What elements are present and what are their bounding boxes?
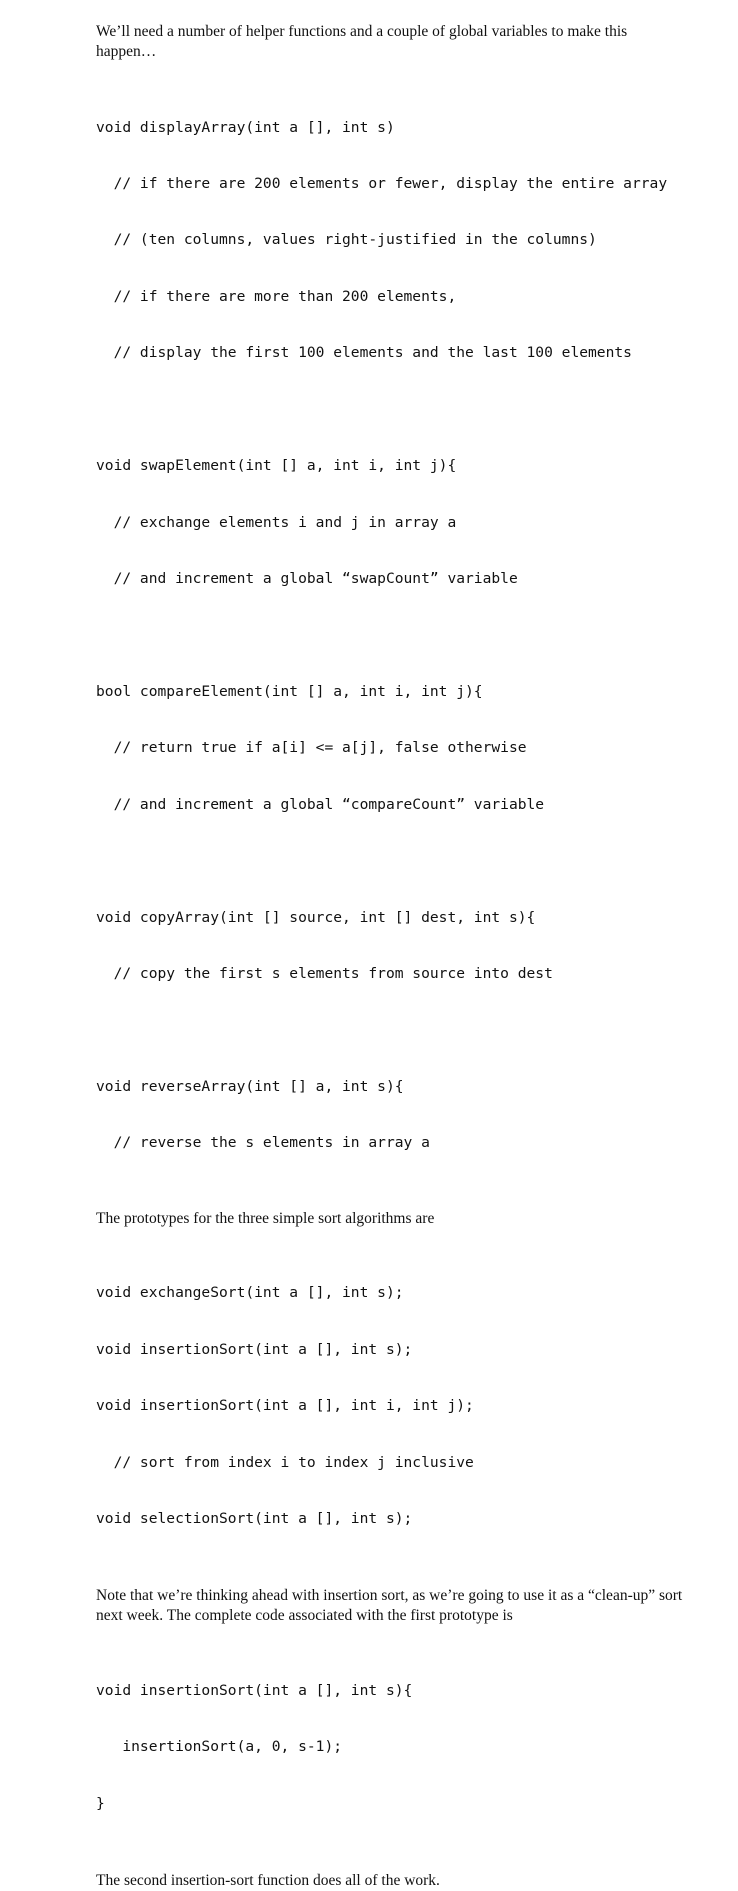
code-line: // and increment a global “swapCount” variable: [96, 569, 518, 587]
code-line: // sort from index i to index j inclusive: [96, 1453, 474, 1471]
prototypes-paragraph: The prototypes for the three simple sort algorithms are: [96, 1209, 435, 1227]
insertion-sort-code: [96, 1644, 686, 1851]
code-line: void reverseArray(int [] a, int s){: [96, 1078, 404, 1096]
compare-element-code: [96, 645, 686, 852]
code-line: // (ten columns, values right-justified in the columns): [96, 231, 597, 249]
code-line: void insertionSort(int a [], int s){: [96, 1681, 413, 1699]
reverse-array-code: [96, 1040, 686, 1190]
code-line: // and increment a global “compareCount” variable: [96, 795, 545, 813]
intro-paragraph: We’ll need a number of helper functions and a couple of global variables to make this happen…: [96, 23, 628, 60]
swap-element-code: [96, 420, 686, 627]
code-line: void copyArray(int [] source, int [] dest, int s){: [96, 908, 536, 926]
code-line: void insertionSort(int a [], int s);: [96, 1340, 413, 1358]
prototypes-code: [96, 1247, 686, 1567]
code-line: bool compareElement(int [] a, int i, int j){: [96, 682, 483, 700]
code-line: void exchangeSort(int a [], int s);: [96, 1284, 404, 1302]
code-line: void displayArray(int a [], int s): [96, 118, 395, 136]
display-array-code: [96, 81, 686, 401]
document-page: [96, 22, 686, 1891]
code-line: // display the first 100 elements and the last 100 elements: [96, 344, 632, 362]
copy-array-code: [96, 871, 686, 1021]
code-line: // if there are 200 elements or fewer, display the entire array: [96, 174, 668, 192]
code-line: void swapElement(int [] a, int i, int j){: [96, 457, 457, 475]
code-line: insertionSort(a, 0, s-1);: [96, 1738, 343, 1756]
note-paragraph: Note that we’re thinking ahead with insertion sort, as we’re going to use it as a “clean-up” sort next week. The complete code associated with the first prototype is: [96, 1587, 683, 1625]
code-line: void insertionSort(int a [], int i, int j);: [96, 1397, 474, 1415]
code-line: void selectionSort(int a [], int s);: [96, 1509, 413, 1527]
code-line: }: [96, 1794, 105, 1812]
code-line: // exchange elements i and j in array a: [96, 513, 457, 531]
code-line: // return true if a[i] <= a[j], false otherwise: [96, 739, 527, 757]
code-line: // if there are more than 200 elements,: [96, 287, 457, 305]
code-line: // reverse the s elements in array a: [96, 1134, 430, 1152]
code-line: // copy the first s elements from source into dest: [96, 965, 553, 983]
closing-paragraph: The second insertion-sort function does all of the work.: [96, 1872, 440, 1890]
